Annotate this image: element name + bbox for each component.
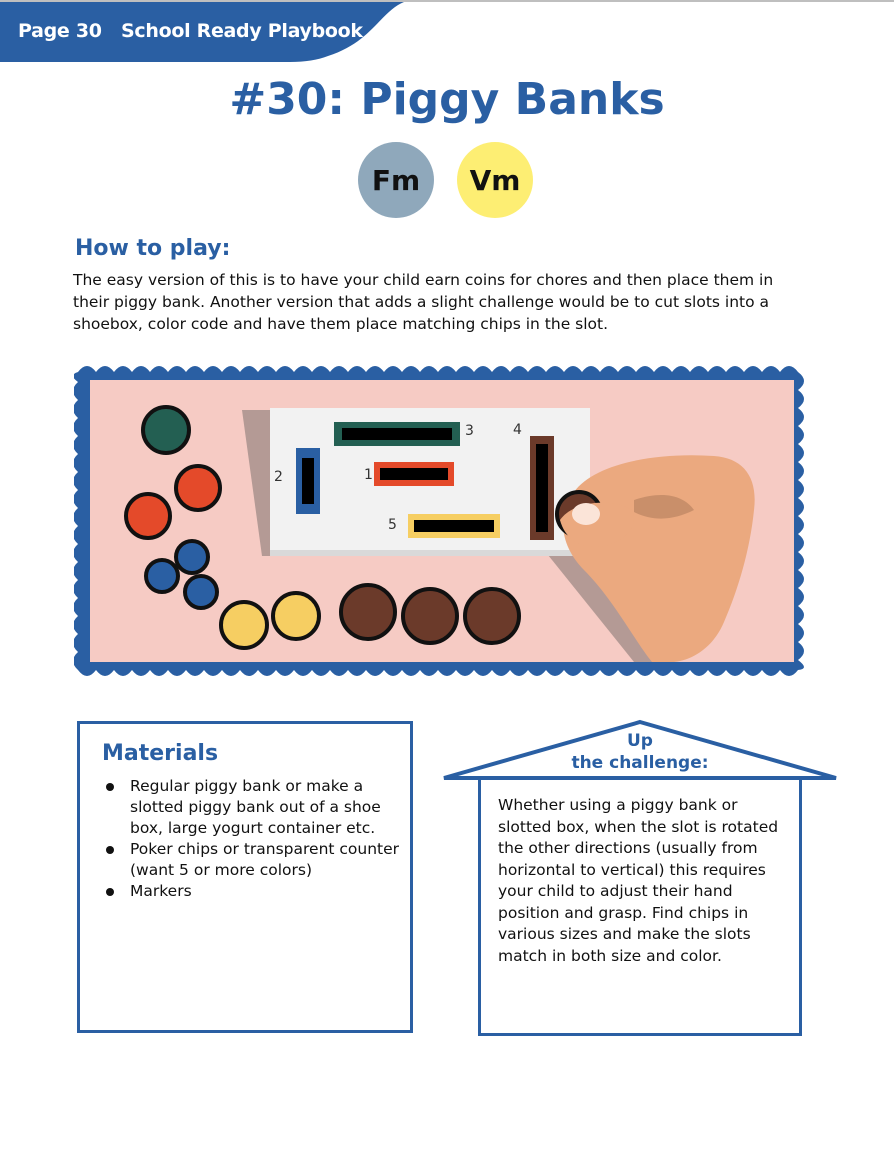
slot-label-4: 4 (513, 422, 522, 438)
chip-yellow-1 (221, 602, 267, 648)
chip-red-2 (126, 494, 170, 538)
materials-heading: Materials (102, 741, 219, 766)
challenge-text: Whether using a piggy bank or slotted box, when the slot is rotated the other directions (usually from horizontal to vertical) this requires your child to adjust their hand position and grasp. Find chips in various sizes and make the slots match in both size and color. (498, 796, 779, 965)
chip-blue-2 (146, 560, 178, 592)
book-title: School Ready Playbook (121, 20, 363, 42)
chip-red-1 (176, 466, 220, 510)
challenge-box (478, 780, 802, 1036)
thumbnail (572, 503, 600, 525)
slot-label-3: 3 (465, 423, 474, 439)
materials-item: Poker chips or transparent counter (want 5 or more colors) (102, 839, 402, 881)
up-heading-line2: the challenge: (571, 753, 709, 773)
chip-blue-3 (185, 576, 217, 608)
fine-motor-badge: Fm (358, 142, 434, 218)
chip-brown-1 (341, 585, 395, 639)
chip-brown-3 (465, 589, 519, 643)
slot-label-2: 2 (274, 469, 283, 485)
how-to-play-text: The easy version of this is to have your child earn coins for chores and then place them in their piggy bank. Another version that adds a slight challenge would be to cut slots into a shoebox, color code and have them place matching chips in the slot. (73, 271, 774, 333)
page-number: Page 30 (18, 20, 102, 42)
how-to-play-heading: How to play: (75, 236, 231, 261)
materials-item: Regular piggy bank or make a slotted piggy bank out of a shoe box, large yogurt container etc. (102, 776, 402, 839)
up-the-challenge-heading (540, 730, 740, 774)
chip-brown-2 (403, 589, 457, 643)
header-tab (0, 2, 410, 62)
page-title: #30: Piggy Banks (229, 74, 665, 125)
illustration-svg (74, 360, 810, 682)
chip-blue-1 (176, 541, 208, 573)
chip-green (143, 407, 189, 453)
slot-label-5: 5 (388, 517, 397, 533)
visual-motor-badge: Vm (457, 142, 533, 218)
piggy-bank-illustration (74, 360, 810, 682)
materials-list (102, 776, 402, 902)
materials-item: Markers (102, 881, 402, 902)
chip-yellow-2 (273, 593, 319, 639)
up-heading-line1: Up (627, 731, 653, 751)
slot-label-1: 1 (364, 467, 373, 483)
materials-box (77, 721, 413, 1033)
shoebox-edge (270, 550, 590, 556)
